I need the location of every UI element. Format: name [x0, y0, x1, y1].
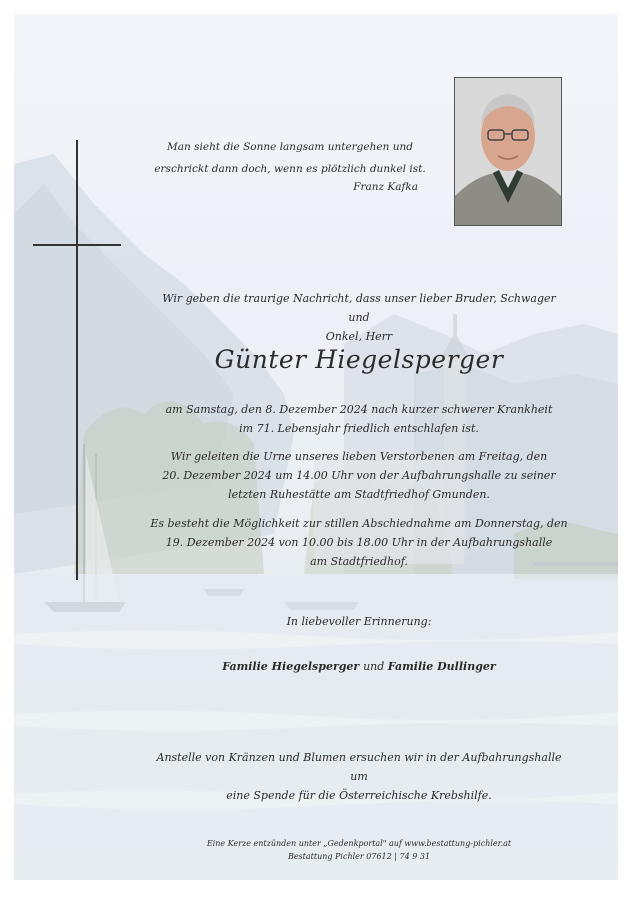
donation-line-2: eine Spende für die Österreichische Krebshilfe. [226, 789, 492, 802]
kafka-quote [150, 136, 430, 193]
quote-line-1: Man sieht die Sonne langsam untergehen und [167, 141, 413, 153]
death-notice-text [150, 400, 568, 438]
farewell-text [150, 514, 568, 571]
family-name-2: Familie Dullinger [387, 660, 496, 673]
family-signatories [150, 657, 568, 676]
funeral-line-1: Wir geleiten die Urne unseres lieben Verstorbenen am Freitag, den [170, 450, 548, 463]
donation-text [150, 748, 568, 805]
donation-line-1: Anstelle von Kränzen und Blumen ersuchen wir in der Aufbahrungshalle um [156, 751, 562, 783]
deceased-name: Günter Hiegelsperger [214, 345, 504, 374]
footer [150, 837, 568, 863]
farewell-line-1: Es besteht die Möglichkeit zur stillen Abschiednahme am Donnerstag, den [150, 517, 568, 530]
cross-horizontal-beam [33, 244, 121, 246]
announcement-line-2: Onkel, Herr [325, 330, 393, 343]
quote-line-2: erschrickt dann doch, wenn es plötzlich dunkel ist. [154, 163, 426, 175]
family-connector: und [363, 660, 388, 673]
announcement-line-1: Wir geben die traurige Nachricht, dass unser lieber Bruder, Schwager und [162, 292, 556, 324]
death-notice-line-1: am Samstag, den 8. Dezember 2024 nach kurzer schwerer Krankheit [165, 403, 553, 416]
funeral-text [150, 447, 568, 504]
funeral-line-3: letzten Ruhestätte am Stadtfriedhof Gmunden. [228, 488, 490, 501]
funeral-line-2: 20. Dezember 2024 um 14.00 Uhr von der Aufbahrungshalle zu seiner [162, 469, 556, 482]
footer-contact-line: Bestattung Pichler 07612 | 74 9 31 [287, 852, 431, 861]
announcement-text [150, 289, 568, 346]
remembrance-heading: In liebevoller Erinnerung: [286, 615, 432, 628]
portrait-photo [454, 77, 562, 226]
footer-candle-line: Eine Kerze entzünden unter „Gedenkportal" auf www.bestattung-pichler.at [206, 839, 512, 848]
family-name-1: Familie Hiegelsperger [222, 660, 360, 673]
death-notice-line-2: im 71. Lebensjahr friedlich entschlafen ist. [239, 422, 479, 435]
farewell-line-2: 19. Dezember 2024 von 10.00 bis 18.00 Uhr in der Aufbahrungshalle [165, 536, 553, 549]
portrait-illustration [455, 78, 561, 225]
farewell-line-3: am Stadtfriedhof. [310, 555, 408, 568]
cross-vertical-beam [76, 140, 78, 580]
quote-author: Franz Kafka [353, 181, 418, 193]
